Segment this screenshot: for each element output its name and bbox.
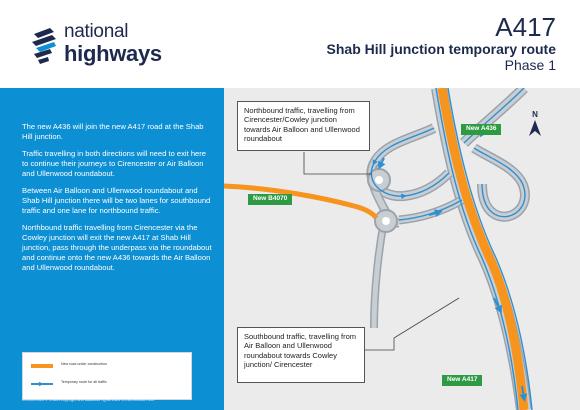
logo-wordmark xyxy=(64,22,162,65)
temporary-route-swatch-icon xyxy=(31,381,53,387)
info-paragraph-2: Traffic travelling in both directions will need to exit here to continue their journeys to Cirencester or Air Balloon and Ullenwood roundabout. xyxy=(22,149,207,179)
legend-label-temporary-route: Temporary route for all traffic xyxy=(61,380,107,384)
info-paragraph-3: Between Air Balloon and Ullenwood roundabout and Shab Hill junction there will be two lanes for southbound traffic and one lane for northbound traffic. xyxy=(22,186,211,216)
info-panel xyxy=(0,88,224,410)
route-title: Shab Hill junction temporary route xyxy=(326,41,556,57)
legend-item-construction xyxy=(31,361,191,371)
north-arrow xyxy=(527,110,543,136)
road-title: A417 xyxy=(495,12,556,42)
legend-label-construction: New road under construction xyxy=(61,362,107,366)
logo-mark-icon xyxy=(28,24,60,68)
north-arrow-icon xyxy=(527,120,543,136)
info-paragraph-4: Northbound traffic travelling from Cirencester via the Cowley junction will exit the new A417 at Shab Hill junction, pass through the underpass via the roundabout and continue onto the new A436 towards the Air Balloon and Ullenwood roundabout. xyxy=(22,223,212,273)
callout-southbound: Southbound traffic, travelling from Air Balloon and Ullenwood roundabout towards Cowley junction/ Cirencester xyxy=(237,327,365,383)
copyright-notice: CRE25-0003 © Crown copyright and database rights 2025 OS AC0000827444 xyxy=(22,398,154,402)
info-text xyxy=(22,122,214,280)
road-label-a417: New A417 xyxy=(442,375,482,386)
north-arrow-label: N xyxy=(532,110,538,119)
title-block xyxy=(327,14,556,74)
phase-title: Phase 1 xyxy=(504,57,556,74)
legend-item-temporary-route xyxy=(31,379,191,389)
callout-northbound: Northbound traffic, travelling from Cirencester/Cowley junction towards Air Balloon and Ullenwood roundabout xyxy=(237,101,370,151)
national-highways-logo xyxy=(28,22,178,70)
road-label-b4070: New B4070 xyxy=(248,194,292,205)
route-map xyxy=(224,88,580,410)
road-network xyxy=(368,88,525,410)
road-label-a436: New A436 xyxy=(461,124,501,135)
map-legend xyxy=(22,352,192,400)
construction-swatch-icon xyxy=(31,364,53,368)
header xyxy=(0,0,580,88)
info-paragraph-1: The new A436 will join the new A417 road at the Shab Hill junction. xyxy=(22,122,204,142)
logo-line-national: national xyxy=(64,21,129,42)
logo-line-highways: highways xyxy=(64,41,162,66)
